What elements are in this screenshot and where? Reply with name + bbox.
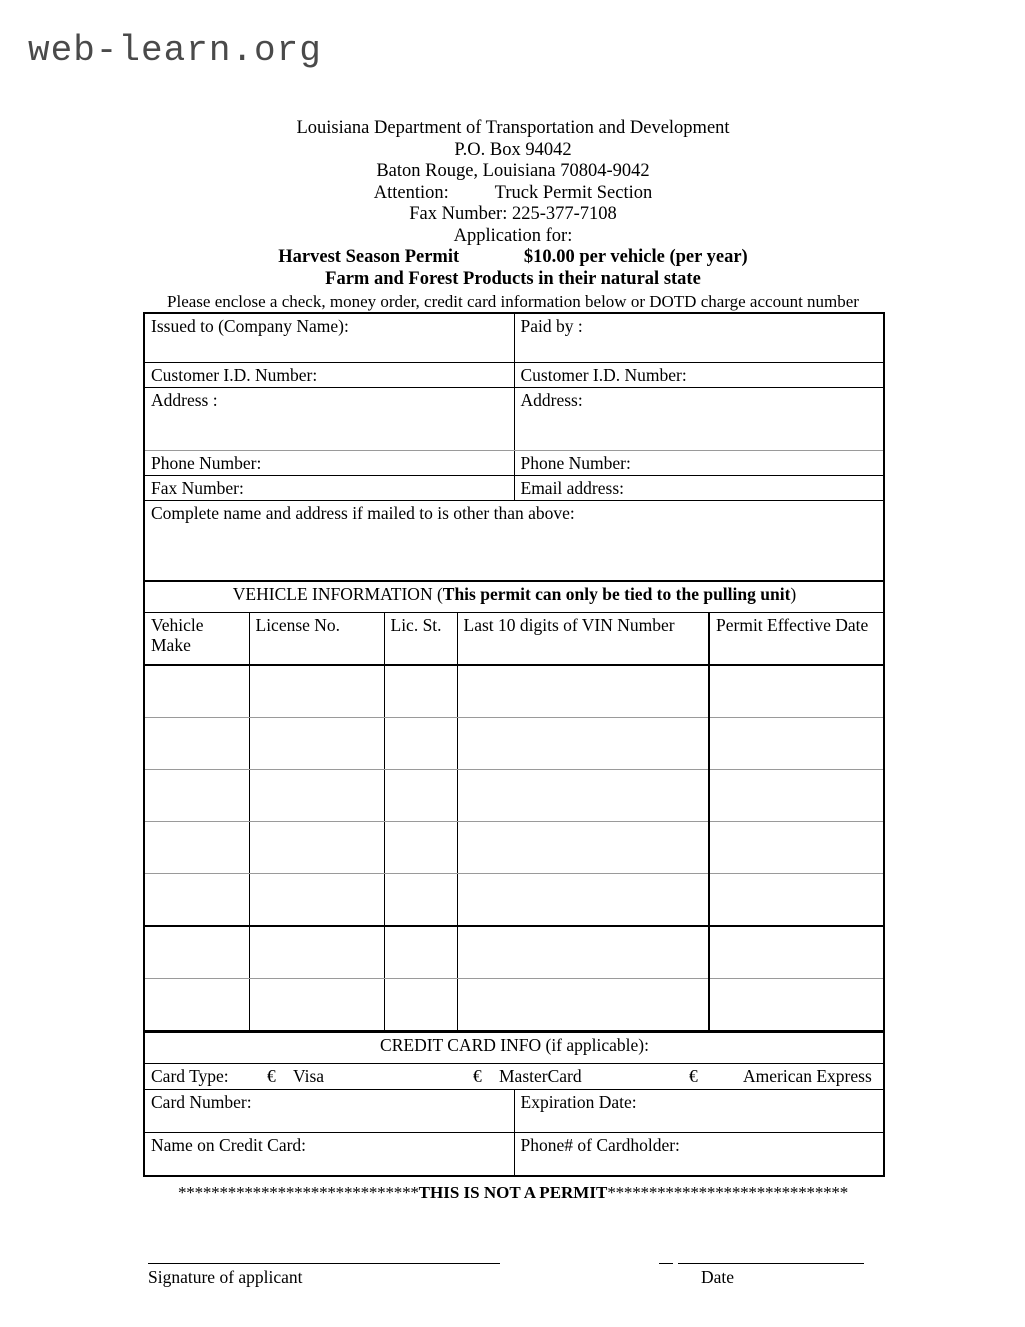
banner-not-a-permit-text: THIS IS NOT A PERMIT (418, 1183, 608, 1202)
date-line[interactable] (678, 1263, 864, 1264)
column-header-vin-last-10: Last 10 digits of VIN Number (457, 613, 709, 666)
field-phone-issued-to[interactable]: Phone Number: (144, 451, 514, 476)
cell-vehicle-make[interactable] (144, 979, 249, 1032)
field-customer-id-issued-to[interactable]: Customer I.D. Number: (144, 363, 514, 388)
field-alternate-mailing-address[interactable]: Complete name and address if mailed to is other than above: (144, 501, 884, 581)
field-address-paid-by[interactable]: Address: (514, 388, 884, 451)
cell-license-no[interactable] (249, 979, 384, 1032)
table-row (144, 822, 884, 874)
column-header-vehicle-make: Vehicle Make (144, 613, 249, 666)
vehicle-column-header-row (144, 613, 884, 666)
cell-license-no[interactable] (249, 718, 384, 770)
header-permit-scope: Farm and Forest Products in their natural state (325, 268, 701, 289)
field-address-issued-to[interactable]: Address : (144, 388, 514, 451)
card-type-label: Card Type: (151, 1066, 229, 1086)
cell-lic-st[interactable] (384, 979, 457, 1032)
header-fax-number: Fax Number: 225-377-7108 (409, 204, 617, 224)
field-cardholder-phone[interactable]: Phone# of Cardholder: (514, 1133, 884, 1177)
card-option-american-express-label[interactable]: American Express (743, 1066, 872, 1086)
cell-permit-effective-date[interactable] (709, 822, 884, 874)
column-header-license-no: License No. (249, 613, 384, 666)
signature-line[interactable] (148, 1263, 500, 1264)
card-type-row (144, 1064, 884, 1090)
header-po-box: P.O. Box 94042 (454, 139, 572, 160)
cell-lic-st[interactable] (384, 926, 457, 979)
table-row (144, 926, 884, 979)
cell-lic-st[interactable] (384, 665, 457, 718)
cell-vehicle-make[interactable] (144, 718, 249, 770)
field-email-address[interactable]: Email address: (514, 476, 884, 501)
checkbox-mastercard-icon[interactable]: € (473, 1066, 482, 1086)
vehicle-section-title (144, 582, 884, 613)
credit-card-section-title-row (144, 1033, 884, 1064)
table-row (144, 501, 884, 581)
field-card-type (144, 1064, 884, 1090)
table-row (144, 313, 884, 363)
cell-vin[interactable] (457, 979, 709, 1032)
cell-permit-effective-date[interactable] (709, 665, 884, 718)
banner-stars-right: ***************************** (607, 1183, 849, 1202)
cell-permit-effective-date[interactable] (709, 926, 884, 979)
field-paid-by[interactable]: Paid by : (514, 313, 884, 363)
cell-permit-effective-date[interactable] (709, 979, 884, 1032)
card-option-visa-label[interactable]: Visa (293, 1066, 325, 1086)
table-row (144, 451, 884, 476)
date-line-dash (659, 1263, 673, 1264)
site-watermark: web-learn.org (28, 30, 322, 71)
cell-vin[interactable] (457, 822, 709, 874)
table-row (144, 979, 884, 1032)
cell-vin[interactable] (457, 874, 709, 927)
date-label: Date (701, 1267, 735, 1287)
cell-license-no[interactable] (249, 770, 384, 822)
cell-vin[interactable] (457, 926, 709, 979)
field-card-number[interactable]: Card Number: (144, 1090, 514, 1133)
cell-lic-st[interactable] (384, 874, 457, 927)
vehicle-section-title-emphasis: This permit can only be tied to the pulling unit (442, 584, 791, 604)
cell-license-no[interactable] (249, 665, 384, 718)
table-row (144, 388, 884, 451)
document-header (143, 118, 883, 312)
field-expiration-date[interactable]: Expiration Date: (514, 1090, 884, 1133)
table-row (144, 476, 884, 501)
cell-license-no[interactable] (249, 822, 384, 874)
table-row (144, 363, 884, 388)
vehicle-information-table (143, 581, 885, 1032)
header-permit-type-and-fee: Harvest Season Permit $10.00 per vehicle (per year) (278, 247, 748, 267)
table-row (144, 874, 884, 927)
cell-vehicle-make[interactable] (144, 770, 249, 822)
cell-license-no[interactable] (249, 874, 384, 927)
column-header-lic-st: Lic. St. (384, 613, 457, 666)
applicant-information-table (143, 312, 885, 581)
signature-area (143, 1237, 883, 1313)
cell-vin[interactable] (457, 770, 709, 822)
field-fax-number[interactable]: Fax Number: (144, 476, 514, 501)
cell-vin[interactable] (457, 665, 709, 718)
cell-vehicle-make[interactable] (144, 822, 249, 874)
credit-card-section-title: CREDIT CARD INFO (if applicable): (144, 1033, 884, 1064)
header-application-for: Application for: (453, 225, 573, 246)
cell-lic-st[interactable] (384, 718, 457, 770)
field-issued-to-company-name[interactable]: Issued to (Company Name): (144, 313, 514, 363)
signature-of-applicant-label: Signature of applicant (148, 1267, 303, 1287)
checkbox-visa-icon[interactable]: € (267, 1066, 276, 1086)
cell-vehicle-make[interactable] (144, 874, 249, 927)
table-row (144, 1090, 884, 1133)
vehicle-section-title-row (144, 582, 884, 613)
not-a-permit-banner (143, 1183, 883, 1203)
cell-permit-effective-date[interactable] (709, 718, 884, 770)
banner-stars-left: ***************************** (177, 1183, 419, 1202)
cell-vin[interactable] (457, 718, 709, 770)
permit-application-document (143, 118, 883, 1313)
header-payment-instructions: Please enclose a check, money order, credit card information below or DOTD charge account number (167, 292, 859, 311)
cell-permit-effective-date[interactable] (709, 770, 884, 822)
table-row (144, 718, 884, 770)
header-city-state-zip: Baton Rouge, Louisiana 70804-9042 (376, 161, 650, 181)
table-row (144, 770, 884, 822)
vehicle-section-title-prefix: VEHICLE INFORMATION ( (232, 584, 443, 604)
column-header-permit-effective-date: Permit Effective Date (709, 613, 884, 666)
header-attention: Attention: Truck Permit Section (373, 182, 653, 203)
table-row (144, 1133, 884, 1177)
cell-permit-effective-date[interactable] (709, 874, 884, 927)
cell-vehicle-make[interactable] (144, 665, 249, 718)
card-option-mastercard-label[interactable]: MasterCard (499, 1066, 582, 1086)
table-row (144, 665, 884, 718)
cell-lic-st[interactable] (384, 770, 457, 822)
cell-lic-st[interactable] (384, 822, 457, 874)
cell-vehicle-make[interactable] (144, 926, 249, 979)
cell-license-no[interactable] (249, 926, 384, 979)
header-agency-name: Louisiana Department of Transportation and Development (296, 118, 730, 138)
field-phone-paid-by[interactable]: Phone Number: (514, 451, 884, 476)
field-customer-id-paid-by[interactable]: Customer I.D. Number: (514, 363, 884, 388)
credit-card-information-table (143, 1032, 885, 1177)
field-name-on-credit-card[interactable]: Name on Credit Card: (144, 1133, 514, 1177)
checkbox-american-express-icon[interactable]: € (689, 1066, 698, 1086)
vehicle-section-title-suffix: ) (790, 584, 797, 604)
